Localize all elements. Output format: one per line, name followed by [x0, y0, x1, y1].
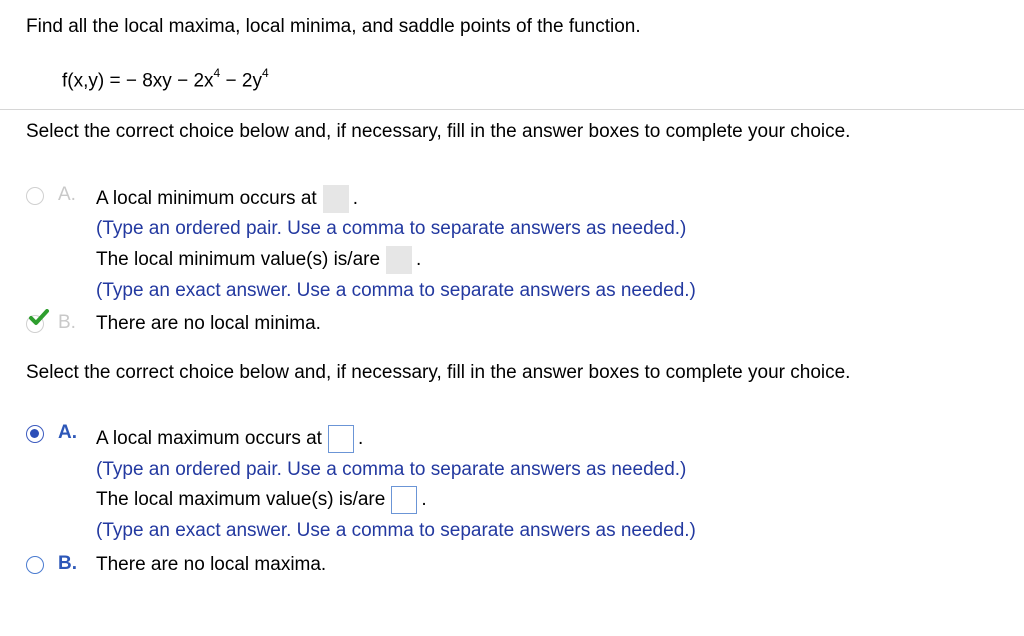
part1-option-a[interactable] [26, 183, 76, 209]
part1-option-a-hint1: (Type an ordered pair. Use a comma to separate answers as needed.) [96, 218, 687, 239]
part1-option-a-hint2: (Type an exact answer. Use a comma to separate answers as needed.) [96, 280, 696, 301]
part2-option-a-text2: The local maximum value(s) is/are [96, 489, 386, 510]
part1-option-b-letter: B. [58, 312, 76, 333]
part2-option-a-radio[interactable] [26, 425, 44, 443]
function-mid: − 2y [220, 70, 262, 92]
part1-option-b-radio[interactable] [26, 313, 48, 335]
part2-period1: . [357, 428, 364, 449]
function-prefix: f(x,y) = − 8xy − 2x [62, 70, 214, 92]
part2-option-a-line1 [96, 424, 363, 454]
part2-option-b[interactable] [26, 552, 77, 578]
question-prompt: Find all the local maxima, local minima, and saddle points of the function. [26, 16, 641, 37]
part2-option-b-radio[interactable] [26, 556, 44, 574]
part2-option-a-line2 [96, 485, 427, 515]
part2-option-a-letter: A. [58, 422, 77, 443]
part1-option-a-text2: The local minimum value(s) is/are [96, 249, 381, 270]
part1-option-a-line2 [96, 245, 421, 275]
part2-option-a-hint1: (Type an ordered pair. Use a comma to separate answers as needed.) [96, 459, 687, 480]
part1-instruction: Select the correct choice below and, if necessary, fill in the answer boxes to complete your choice. [26, 121, 851, 142]
part1-option-a-text1: A local minimum occurs at [96, 188, 317, 209]
part2-option-b-text: There are no local maxima. [96, 554, 327, 575]
part2-option-b-letter: B. [58, 553, 77, 574]
checkmark-icon [28, 309, 50, 327]
part1-option-a-letter: A. [58, 184, 76, 205]
function-exponent-y: 4 [261, 66, 269, 80]
function-exponent-x: 4 [213, 66, 221, 80]
divider [0, 109, 1024, 110]
local-min-point-box [323, 185, 349, 213]
local-max-value-input[interactable] [391, 486, 417, 514]
part2-option-a-hint2: (Type an exact answer. Use a comma to separate answers as needed.) [96, 520, 696, 541]
local-max-point-input[interactable] [328, 425, 354, 453]
part1-option-a-radio[interactable] [26, 187, 44, 205]
part2-instruction: Select the correct choice below and, if necessary, fill in the answer boxes to complete your choice. [26, 362, 851, 383]
part1-option-b[interactable] [26, 311, 76, 337]
part2-option-a[interactable] [26, 421, 77, 447]
function-expression [62, 68, 269, 92]
part1-period2: . [416, 249, 422, 270]
part1-period1: . [352, 188, 358, 209]
part2-option-a-text1: A local maximum occurs at [96, 428, 322, 449]
part2-period2: . [421, 489, 427, 510]
local-min-value-box [386, 246, 412, 274]
part1-option-b-text: There are no local minima. [96, 313, 321, 334]
part1-option-a-line1 [96, 184, 358, 214]
